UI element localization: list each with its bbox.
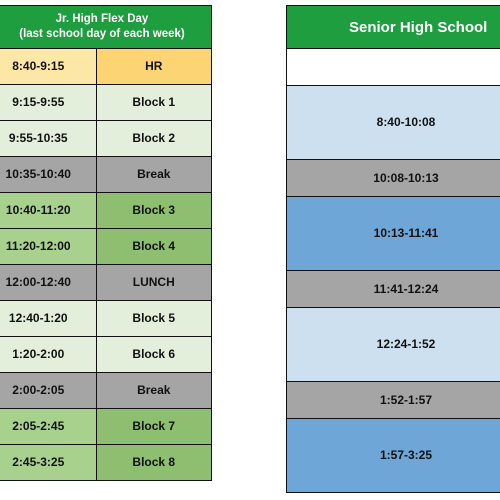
time-cell: [287, 49, 500, 86]
jr-high-title: Jr. High Flex Day: [55, 13, 149, 25]
time-cell: 2:05-2:45: [0, 409, 96, 445]
block-cell: Block 8: [96, 445, 212, 481]
time-cell: 1:20-2:00: [0, 337, 96, 373]
time-cell: 12:24-1:52: [287, 308, 500, 382]
table-row: [0, 121, 212, 157]
block-cell: Block 3: [96, 193, 212, 229]
jr-high-subtitle: (last school day of each week): [19, 28, 185, 40]
time-cell: 9:15-9:55: [0, 85, 96, 121]
table-row: [0, 157, 212, 193]
table-row: [0, 445, 212, 481]
time-cell: 10:40-11:20: [0, 193, 96, 229]
time-cell: 12:00-12:40: [0, 265, 96, 301]
table-row: [0, 337, 212, 373]
table-row: [0, 265, 212, 301]
block-cell: Block 7: [96, 409, 212, 445]
block-cell: Break: [96, 373, 212, 409]
table-row: [0, 85, 212, 121]
time-cell: 8:40-9:15: [0, 49, 96, 85]
time-cell: 8:40-10:08: [287, 86, 500, 160]
block-cell: Block 1: [96, 85, 212, 121]
senior-high-table: [286, 5, 500, 493]
time-cell: 2:00-2:05: [0, 373, 96, 409]
time-cell: 11:20-12:00: [0, 229, 96, 265]
table-row: [0, 409, 212, 445]
jr-high-header: [0, 6, 212, 49]
time-cell: 10:08-10:13: [287, 160, 500, 197]
time-cell: 9:55-10:35: [0, 121, 96, 157]
time-cell: 12:40-1:20: [0, 301, 96, 337]
table-row: [0, 301, 212, 337]
block-cell: Break: [96, 157, 212, 193]
time-cell: 2:45-3:25: [0, 445, 96, 481]
time-cell: 1:52-1:57: [287, 382, 500, 419]
block-cell: Block 6: [96, 337, 212, 373]
senior-high-title: Senior High School: [287, 6, 500, 49]
jr-high-flex-day-table: [0, 5, 212, 481]
block-cell: Block 2: [96, 121, 212, 157]
block-cell: HR: [96, 49, 212, 85]
block-cell: Block 5: [96, 301, 212, 337]
time-cell: 11:41-12:24: [287, 271, 500, 308]
time-cell: 1:57-3:25: [287, 419, 500, 493]
time-cell: 10:13-11:41: [287, 197, 500, 271]
block-cell: LUNCH: [96, 265, 212, 301]
table-row: [0, 49, 212, 85]
time-cell: 10:35-10:40: [0, 157, 96, 193]
table-row: [0, 193, 212, 229]
table-row: [0, 373, 212, 409]
block-cell: Block 4: [96, 229, 212, 265]
table-row: [0, 229, 212, 265]
